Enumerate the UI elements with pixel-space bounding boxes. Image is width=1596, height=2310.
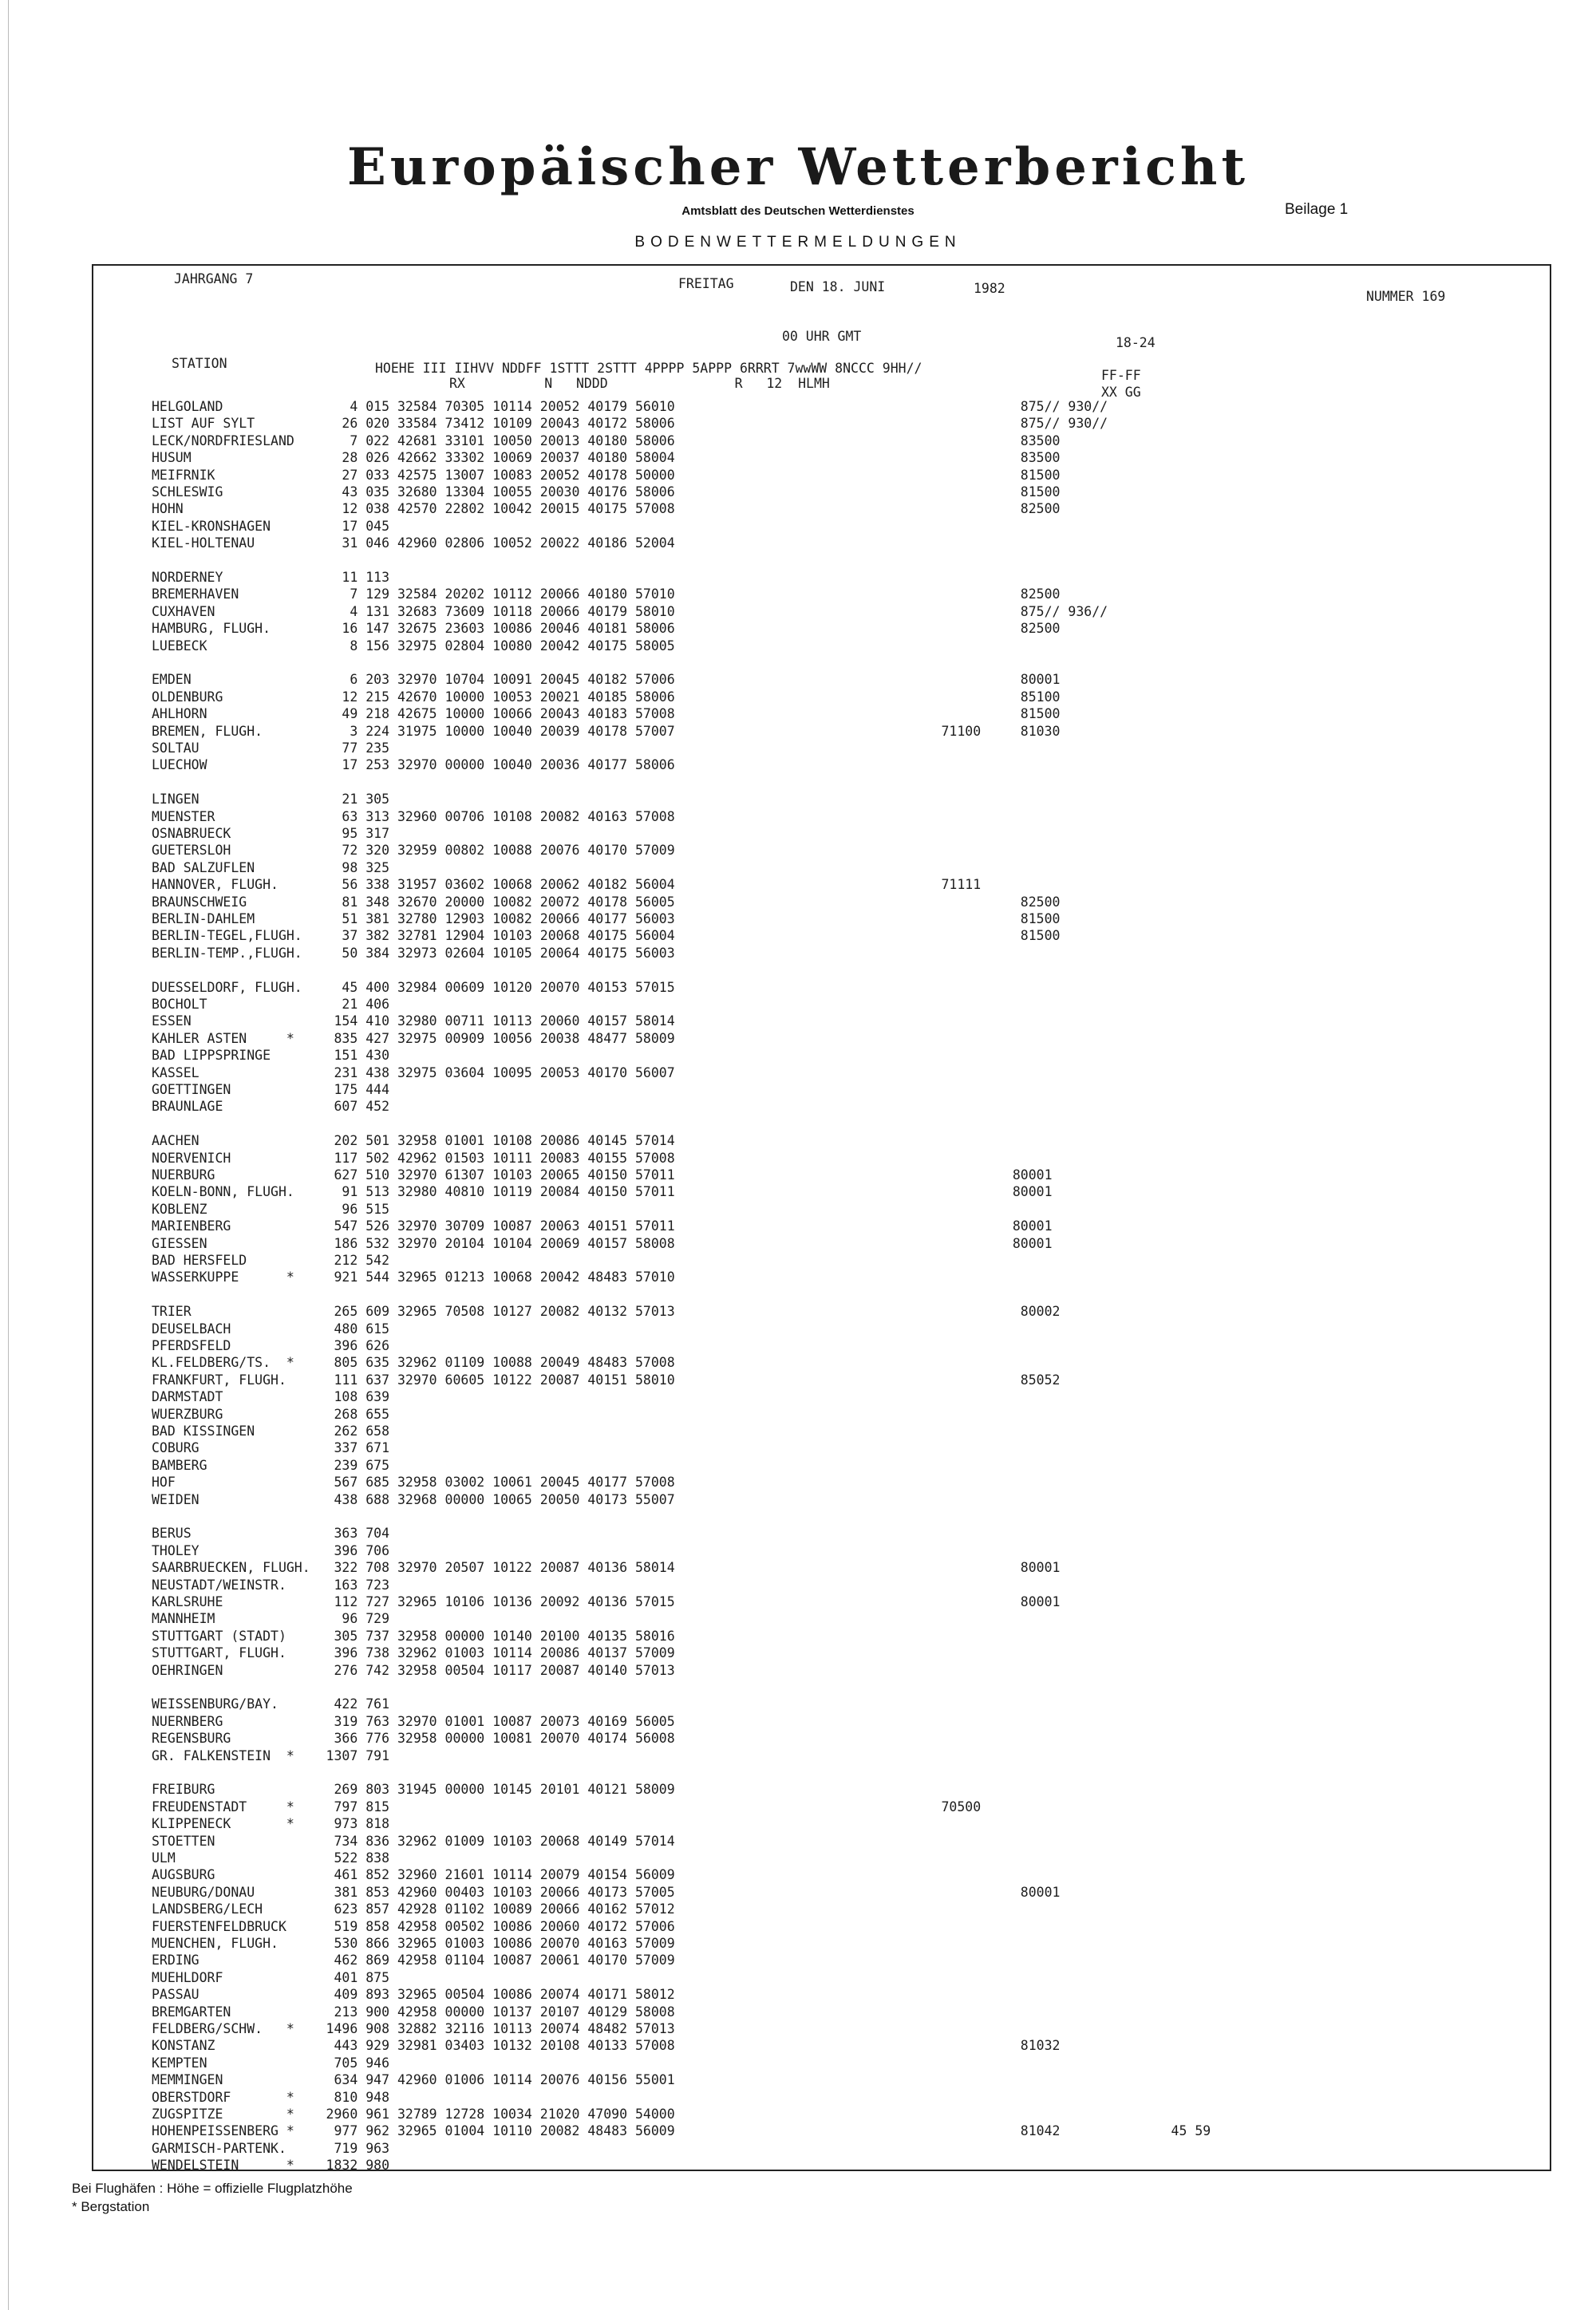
remark-group: 81500: [878, 484, 1061, 500]
remark-group: 80001: [878, 1218, 1053, 1234]
table-row: STUTTGART (STADT) 305 737 32958 00000 10140 20100 40135 58016: [152, 1628, 675, 1644]
table-row: GOETTINGEN 175 444: [152, 1082, 390, 1097]
table-row: KARLSRUHE 112 727 32965 10106 10136 20092 40136 57015: [152, 1594, 675, 1609]
remark-group: 80001: [878, 1235, 1053, 1251]
table-row: KEMPTEN 705 946: [152, 2055, 390, 2071]
table-row: REGENSBURG 366 776 32958 00000 10081 20070 40174 56008: [152, 1731, 675, 1747]
table-row: BREMEN, FLUGH. 3 224 31975 10000 10040 20039 40178 57007: [152, 723, 675, 739]
table-row: SCHLESWIG 43 035 32680 13304 10055 20030 40176 58006: [152, 484, 675, 500]
table-row: WENDELSTEIN * 1832 980: [152, 2158, 390, 2174]
table-row: MARIENBERG 547 526 32970 30709 10087 20063 40151 57011: [152, 1218, 675, 1234]
volume-label: JAHRGANG 7: [174, 271, 254, 286]
table-row: FREUDENSTADT * 797 815: [152, 1799, 390, 1814]
weekday: FREITAG: [678, 276, 734, 291]
table-row: ZUGSPITZE * 2960 961 32789 12728 10034 21020 47090 54000: [152, 2107, 675, 2122]
table-row: PFERDSFELD 396 626: [152, 1338, 390, 1353]
table-row: MUENCHEN, FLUGH. 530 866 32965 01003 10086 20070 40163 57009: [152, 1936, 675, 1951]
table-row: WEISSENBURG/BAY. 422 761: [152, 1696, 390, 1712]
remark-group: 80001: [878, 1167, 1053, 1183]
table-row: DARMSTADT 108 639: [152, 1389, 390, 1405]
table-row: KAHLER ASTEN * 835 427 32975 00909 10056 20038 48477 58009: [152, 1030, 675, 1046]
remark-group: 82500: [878, 586, 1061, 602]
remark-group: 81032: [878, 2038, 1061, 2054]
issue-number: NUMMER 169: [1366, 289, 1446, 304]
table-row: BERLIN-TEGEL,FLUGH. 37 382 32781 12904 10103 20068 40175 56004: [152, 928, 675, 944]
table-row: MEIFRNIK 27 033 42575 13007 10083 20052 40178 50000: [152, 467, 675, 483]
remark-group: 82500: [878, 894, 1061, 910]
table-row: KONSTANZ 443 929 32981 03403 10132 20108 40133 57008: [152, 2038, 675, 2054]
remark-group: 85100: [878, 689, 1061, 705]
table-row: ESSEN 154 410 32980 00711 10113 20060 40157 58014: [152, 1013, 675, 1029]
table-row: FRANKFURT, FLUGH. 111 637 32970 60605 10122 20087 40151 58010: [152, 1372, 675, 1388]
remark-group: 80001: [878, 672, 1061, 688]
remark-group: 80001: [878, 1594, 1061, 1609]
remark-group: 71100 81030: [878, 723, 1061, 739]
table-row: DUESSELDORF, FLUGH. 45 400 32984 00609 10120 20070 40153 57015: [152, 979, 675, 995]
table-row: WUERZBURG 268 655: [152, 1406, 390, 1422]
table-row: KIEL-KRONSHAGEN 17 045: [152, 518, 390, 534]
page-edge: [0, 0, 9, 2310]
table-row: KOBLENZ 96 515: [152, 1201, 390, 1217]
table-row: AHLHORN 49 218 42675 10000 10066 20043 40183 57008: [152, 706, 675, 722]
table-row: THOLEY 396 706: [152, 1542, 390, 1558]
table-row: OSNABRUECK 95 317: [152, 826, 390, 841]
table-row: KOELN-BONN, FLUGH. 91 513 32980 40810 10119 20084 40150 57011: [152, 1184, 675, 1200]
table-row: HAMBURG, FLUGH. 16 147 32675 23603 10086 20046 40181 58006: [152, 621, 675, 637]
table-row: NUERBURG 627 510 32970 61307 10103 20065 40150 57011: [152, 1167, 675, 1183]
date: DEN 18. JUNI: [790, 279, 886, 294]
remark-group: 875// 930//: [878, 416, 1108, 432]
remark-group: 83500: [878, 432, 1061, 448]
table-row: HOHN 12 038 42570 22802 10042 20015 40175 57008: [152, 501, 675, 517]
table-row: KLIPPENECK * 973 818: [152, 1816, 390, 1832]
table-row: HOHENPEISSENBERG * 977 962 32965 01004 10110 20082 48483 56009: [152, 2123, 675, 2139]
table-row: GIESSEN 186 532 32970 20104 10104 20069 40157 58008: [152, 1235, 675, 1251]
table-row: GR. FALKENSTEIN * 1307 791: [152, 1747, 390, 1763]
supplement-label: Beilage 1: [1285, 201, 1349, 218]
table-row: MEMMINGEN 634 947 42960 01006 10114 20076 40156 55001: [152, 2072, 675, 2088]
table-row: NORDERNEY 11 113: [152, 570, 390, 585]
table-row: FREIBURG 269 803 31945 00000 10145 20101 40121 58009: [152, 1782, 675, 1798]
footnote-mountain: * Bergstation: [72, 2199, 150, 2214]
table-row: NEUBURG/DONAU 381 853 42960 00403 10103 20066 40173 57005: [152, 1884, 675, 1900]
section-title: BODENWETTERMELDUNGEN: [634, 234, 962, 251]
year: 1982: [974, 281, 1005, 296]
column-codes: HOEHE III IIHVV NDDFF 1STTT 2STTT 4PPPP 5APPP 6RRRT 7wwWW 8NCCC 9HH//: [375, 361, 922, 376]
table-row: MANNHEIM 96 729: [152, 1611, 390, 1627]
table-row: SAARBRUECKEN, FLUGH. 322 708 32970 20507 10122 20087 40136 58014: [152, 1560, 675, 1576]
table-row: TRIER 265 609 32965 70508 10127 20082 40132 57013: [152, 1304, 675, 1320]
table-row: ERDING 462 869 42958 01104 10087 20061 40170 57009: [152, 1953, 675, 1968]
period-label: 18-24: [1116, 335, 1156, 350]
remark-group: 875// 936//: [878, 603, 1108, 619]
table-row: KASSEL 231 438 32975 03604 10095 20053 40170 56007: [152, 1064, 675, 1080]
table-row: NUERNBERG 319 763 32970 01001 10087 20073 40169 56005: [152, 1713, 675, 1729]
table-row: BOCHOLT 21 406: [152, 997, 390, 1012]
remark-group: 82500: [878, 501, 1061, 517]
table-row: BERLIN-TEMP.,FLUGH. 50 384 32973 02604 10105 20064 40175 56003: [152, 945, 675, 961]
page-title: Europäischer Wetterbericht: [347, 137, 1249, 197]
table-row: BAD LIPPSPRINGE 151 430: [152, 1048, 390, 1064]
column-ff: FF-FF: [1101, 368, 1141, 383]
column-xx: XX GG: [1101, 385, 1141, 400]
remark-group: 71111: [878, 877, 982, 893]
remark-group: 80001: [878, 1184, 1053, 1200]
table-row: AACHEN 202 501 32958 01001 10108 20086 40145 57014: [152, 1133, 675, 1149]
table-row: BAD HERSFELD 212 542: [152, 1253, 390, 1268]
table-row: LECK/NORDFRIESLAND 7 022 42681 33101 10050 20013 40180 58006: [152, 432, 675, 448]
table-row: CUXHAVEN 4 131 32683 73609 10118 20066 40179 58010: [152, 603, 675, 619]
table-row: PASSAU 409 893 32965 00504 10086 20074 40171 58012: [152, 1987, 675, 2003]
remark-group: 81500: [878, 911, 1061, 926]
column-station: STATION: [172, 356, 227, 371]
table-row: NEUSTADT/WEINSTR. 163 723: [152, 1577, 390, 1593]
table-row: KL.FELDBERG/TS. * 805 635 32962 01109 10088 20049 48483 57008: [152, 1355, 675, 1371]
table-row: COBURG 337 671: [152, 1440, 390, 1456]
remark-group: 81500: [878, 706, 1061, 722]
remark-group: 80001: [878, 1560, 1061, 1576]
table-row: SOLTAU 77 235: [152, 740, 390, 756]
table-row: HANNOVER, FLUGH. 56 338 31957 03602 10068 20062 40182 56004: [152, 877, 675, 893]
table-row: FUERSTENFELDBRUCK 519 858 42958 00502 10086 20060 40172 57006: [152, 1918, 675, 1934]
table-row: HOF 567 685 32958 03002 10061 20045 40177 57008: [152, 1475, 675, 1491]
table-row: BAMBERG 239 675: [152, 1457, 390, 1473]
table-row: GUETERSLOH 72 320 32959 00802 10088 20076 40170 57009: [152, 843, 675, 859]
table-row: OBERSTDORF * 810 948: [152, 2089, 390, 2105]
table-row: AUGSBURG 461 852 32960 21601 10114 20079 40154 56009: [152, 1867, 675, 1883]
table-row: OLDENBURG 12 215 42670 10000 10053 20021 40185 58006: [152, 689, 675, 705]
table-row: LUECHOW 17 253 32970 00000 10040 20036 40177 58006: [152, 757, 675, 773]
table-row: BAD SALZUFLEN 98 325: [152, 859, 390, 875]
table-row: STOETTEN 734 836 32962 01009 10103 20068 40149 57014: [152, 1833, 675, 1849]
table-row: HUSUM 28 026 42662 33302 10069 20037 40180 58004: [152, 450, 675, 466]
table-row: OEHRINGEN 276 742 32958 00504 10117 20087 40140 57013: [152, 1662, 675, 1678]
table-row: MUENSTER 63 313 32960 00706 10108 20082 40163 57008: [152, 808, 675, 824]
observation-time: 00 UHR GMT: [782, 329, 862, 344]
remark-group: 85052: [878, 1372, 1061, 1388]
table-row: DEUSELBACH 480 615: [152, 1321, 390, 1337]
table-row: MUEHLDORF 401 875: [152, 1969, 390, 1985]
remark-group: 82500: [878, 621, 1061, 637]
table-row: ULM 522 838: [152, 1850, 390, 1866]
remark-group: 81500: [878, 467, 1061, 483]
remark-group: 70500: [878, 1799, 982, 1814]
table-row: LANDSBERG/LECH 623 857 42928 01102 10089 20066 40162 57012: [152, 1901, 675, 1917]
remark-group: 83500: [878, 450, 1061, 466]
remark-group: 80002: [878, 1304, 1061, 1320]
table-row: BRAUNLAGE 607 452: [152, 1099, 390, 1115]
table-row: WASSERKUPPE * 921 544 32965 01213 10068 20042 48483 57010: [152, 1270, 675, 1285]
table-row: NOERVENICH 117 502 42962 01503 10111 20083 40155 57008: [152, 1150, 675, 1166]
table-row: EMDEN 6 203 32970 10704 10091 20045 40182 57006: [152, 672, 675, 688]
table-row: LIST AUF SYLT 26 020 33584 73412 10109 20043 40172 58006: [152, 416, 675, 432]
table-row: LUEBECK 8 156 32975 02804 10080 20042 40175 58005: [152, 638, 675, 654]
table-row: LINGEN 21 305: [152, 792, 390, 808]
table-row: BRAUNSCHWEIG 81 348 32670 20000 10082 20072 40178 56005: [152, 894, 675, 910]
table-row: STUTTGART, FLUGH. 396 738 32962 01003 10114 20086 40137 57009: [152, 1645, 675, 1661]
table-row: BREMGARTEN 213 900 42958 00000 10137 20107 40129 58008: [152, 2004, 675, 2020]
remark-group: 81500: [878, 928, 1061, 944]
table-row: GARMISCH-PARTENK. 719 963: [152, 2140, 390, 2156]
table-row: BREMERHAVEN 7 129 32584 20202 10112 20066 40180 57010: [152, 586, 675, 602]
column-codes-sub: RX N NDDD R 12 HLMH: [449, 376, 830, 391]
table-row: BAD KISSINGEN 262 658: [152, 1424, 390, 1439]
table-row: KIEL-HOLTENAU 31 046 42960 02806 10052 20022 40186 52004: [152, 535, 675, 551]
table-row: BERLIN-DAHLEM 51 381 32780 12903 10082 20066 40177 56003: [152, 911, 675, 926]
footnote-airports: Bei Flughäfen : Höhe = offizielle Flugplatzhöhe: [72, 2181, 353, 2196]
remark-group: 80001: [878, 1884, 1061, 1900]
remark-group: 81042 45 59: [878, 2123, 1211, 2139]
table-row: FELDBERG/SCHW. * 1496 908 32882 32116 10113 20074 48482 57013: [152, 2021, 675, 2036]
remark-group: 875// 930//: [878, 399, 1108, 414]
table-row: WEIDEN 438 688 32968 00000 10065 20050 40173 55007: [152, 1491, 675, 1507]
subtitle: Amtsblatt des Deutschen Wetterdienstes: [681, 204, 915, 218]
table-row: HELGOLAND 4 015 32584 70305 10114 20052 40179 56010: [152, 399, 675, 414]
table-row: BERUS 363 704: [152, 1526, 390, 1542]
